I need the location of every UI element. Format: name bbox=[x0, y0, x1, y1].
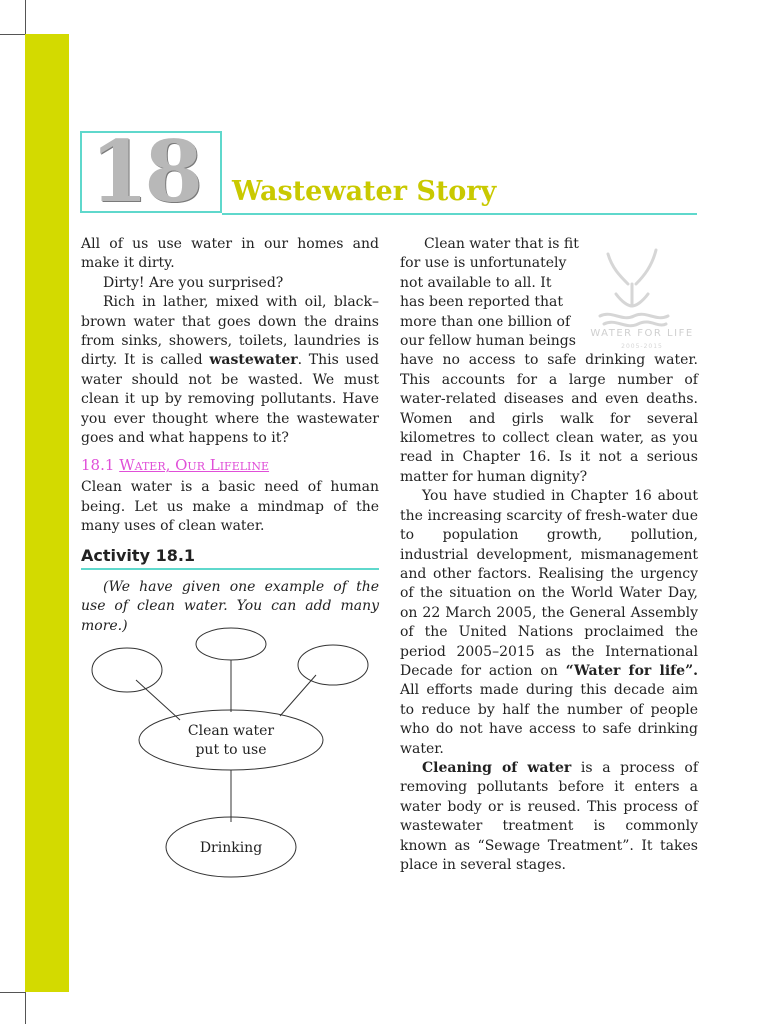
narrow-line: for use is unfortunately bbox=[400, 255, 567, 272]
left-column bbox=[81, 235, 379, 636]
term-cleaning-of-water: Cleaning of water bbox=[422, 759, 572, 776]
narrow-line: has been reported that bbox=[400, 294, 563, 311]
section-title: Water, Our Lifeline bbox=[119, 456, 270, 475]
narrow-line: more than one billion of bbox=[400, 313, 571, 330]
text-span: is a process of removing pollutants before it enters a water body or is reused. This process of wastewater treatment is commonly known as “Sewage Treatment”. It takes place in several stages. bbox=[400, 759, 699, 873]
crop-mark bbox=[0, 34, 25, 35]
mindmap-connector bbox=[280, 675, 316, 716]
logo-text: WATER FOR LIFE bbox=[590, 328, 694, 339]
narrow-line: not available to all. It bbox=[400, 274, 552, 291]
crop-mark bbox=[0, 992, 25, 993]
term-wastewater: wastewater bbox=[209, 352, 298, 369]
activity-rule bbox=[81, 568, 379, 570]
activity-title: Activity 18.1 bbox=[81, 545, 196, 565]
text-span: All efforts made during this decade aim to reduce by half the number of people who do not have access to safe drinking water. bbox=[400, 682, 698, 757]
mindmap-diagram bbox=[80, 620, 380, 880]
section-number: 18.1 bbox=[81, 456, 115, 475]
mindmap-connector bbox=[136, 680, 180, 720]
mindmap-center-line2: put to use bbox=[195, 742, 267, 758]
right-column bbox=[400, 235, 698, 875]
paragraph: All of us use water in our homes and make it dirty. bbox=[81, 236, 379, 272]
mindmap-empty-node bbox=[196, 628, 266, 660]
paragraph bbox=[81, 293, 379, 448]
mindmap-center-node bbox=[139, 710, 323, 770]
chapter-title: Wastewater Story bbox=[232, 176, 497, 207]
mindmap-empty-node bbox=[298, 645, 368, 685]
text-span: Rich in lather, mixed with oil, black–brown water that goes down the drains from sinks, showers, toilets, laundries is dirty. It is called bbox=[81, 294, 379, 369]
narrow-line: our fellow human beings bbox=[400, 333, 576, 350]
mindmap-center-line1: Clean water bbox=[187, 723, 275, 739]
logo-subtext: 2005-2015 bbox=[621, 343, 663, 350]
paragraph: Dirty! Are you surprised? bbox=[103, 274, 284, 291]
crop-mark bbox=[25, 0, 26, 34]
term-water-for-life: “Water for life”. bbox=[565, 662, 698, 679]
paragraph: Clean water is a basic need of human being. Let us make a mindmap of the many uses of clean water. bbox=[81, 479, 379, 535]
text-span: You have studied in Chapter 16 about the increasing scarcity of fresh-water due to population growth, pollution, industrial development, mismanagement and other factors. Realising the urgency of the situation on the World Water Day, on 22 March 2005, the General Assembly of the United Nations proclaimed the period 2005–2015 as the International Decade for action on bbox=[400, 488, 698, 679]
page-sidebar bbox=[25, 34, 69, 992]
chapter-number: 18 bbox=[90, 122, 199, 221]
paragraph bbox=[400, 487, 698, 759]
paragraph bbox=[400, 759, 698, 875]
text-span: . This used water should not be wasted. We must clean it up by removing pollutants. Have you ever thought where the wastewater goes and what happens to it? bbox=[81, 352, 379, 447]
mindmap-empty-node bbox=[92, 648, 162, 692]
crop-mark bbox=[25, 992, 26, 1024]
narrow-line: Clean water that is fit bbox=[424, 236, 579, 252]
mindmap-example-label: Drinking bbox=[199, 840, 263, 856]
title-rule bbox=[222, 213, 697, 215]
activity-note: (We have given one example of the use of clean water. You can add many more.) bbox=[81, 578, 379, 634]
paragraph: have no access to safe drinking water. This accounts for a large number of water-related diseases and even deaths. Women and girls walk for several kilometres to collect clean water, as you read in Chapter 16. Is it not a serious matter for human dignity? bbox=[400, 352, 698, 485]
section-heading bbox=[81, 455, 379, 475]
